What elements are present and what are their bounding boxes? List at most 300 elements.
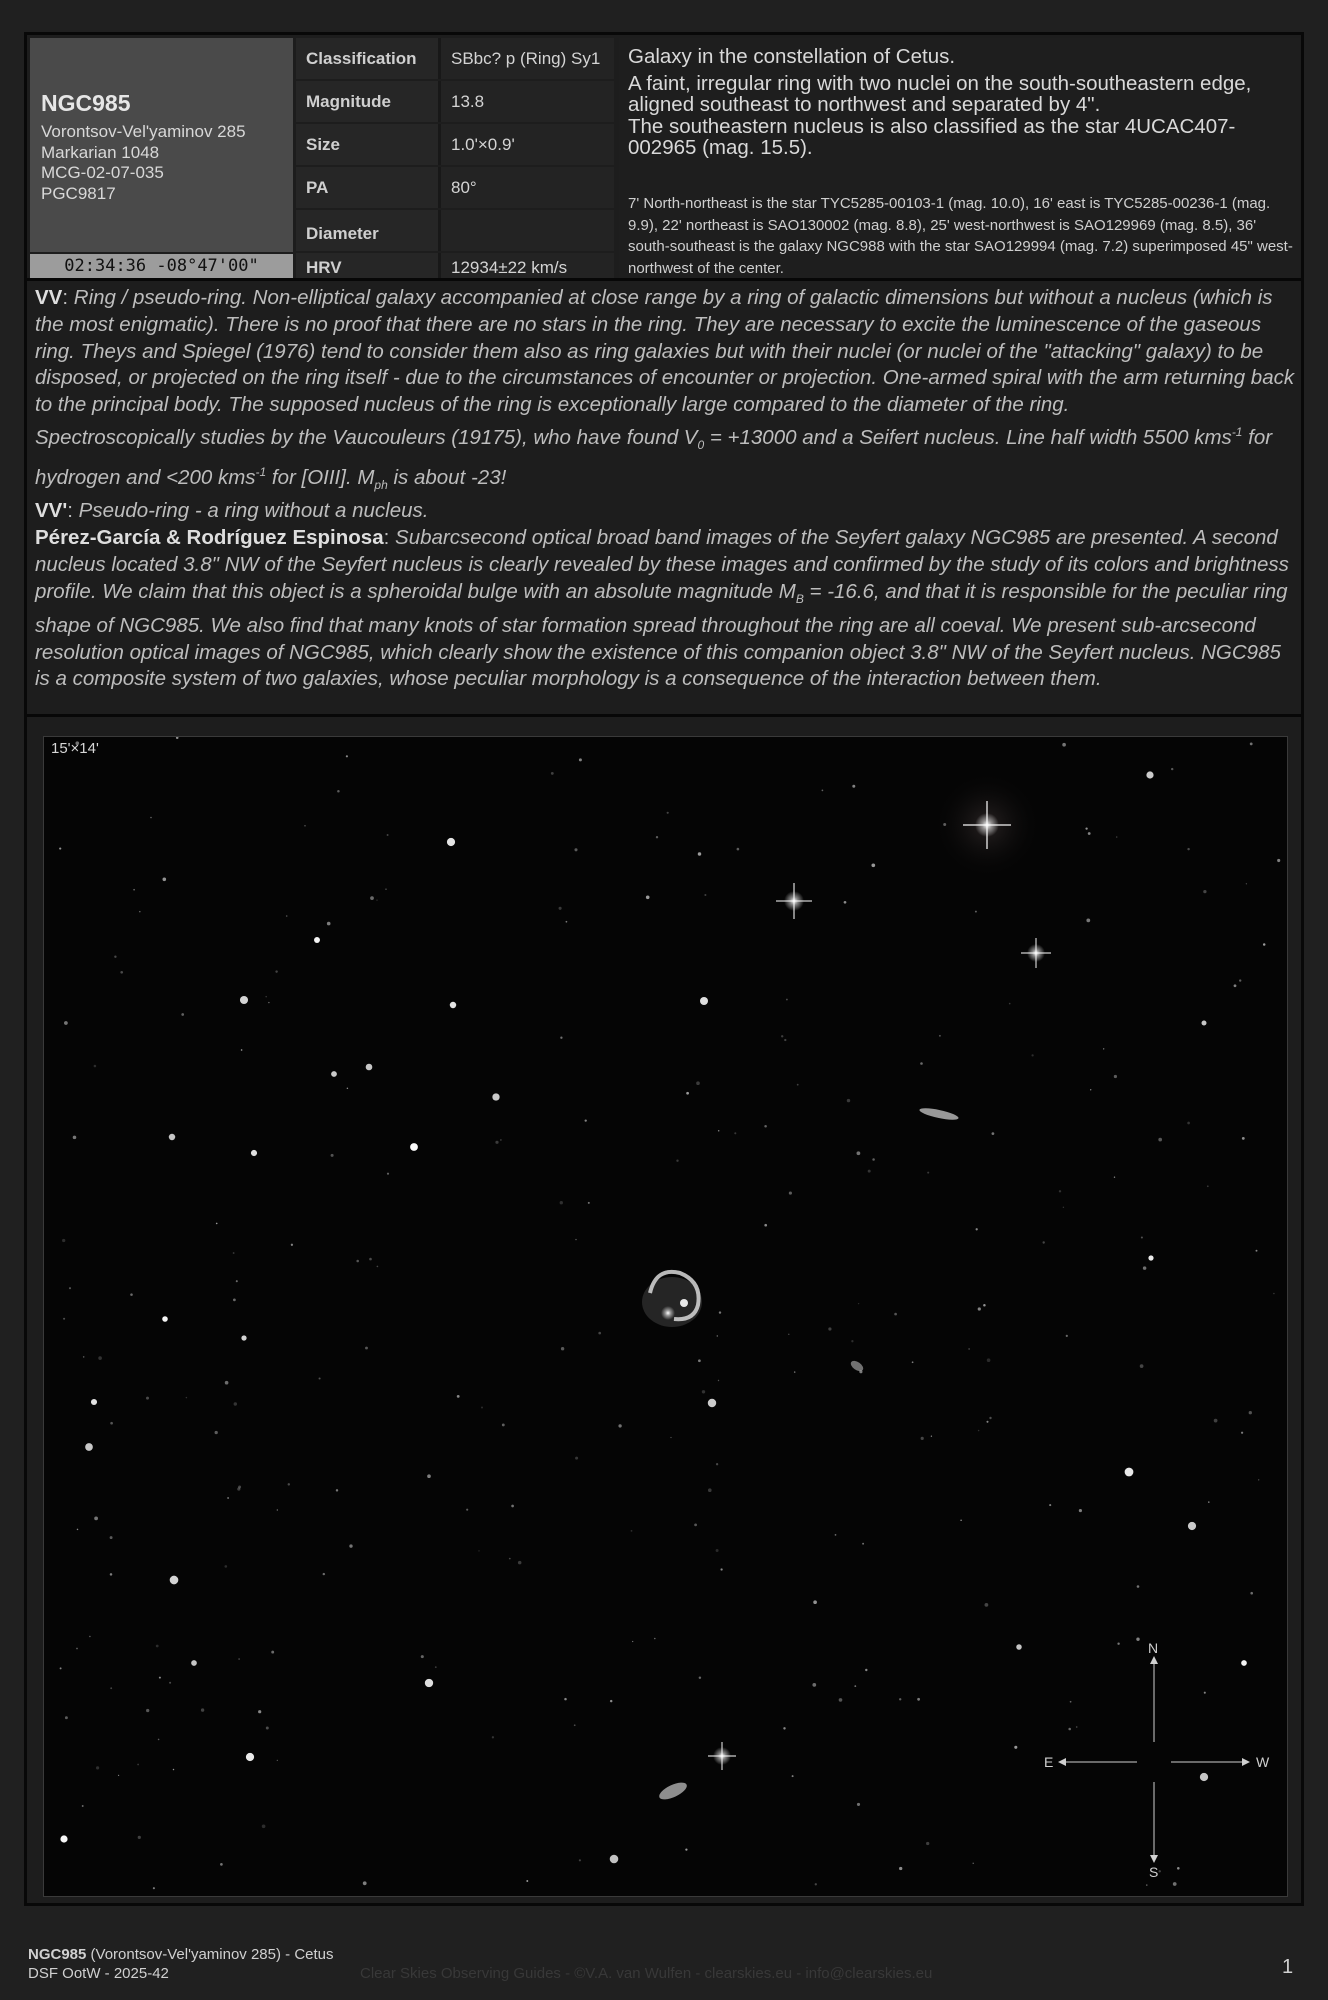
star	[708, 1399, 716, 1407]
faint-star	[130, 1293, 133, 1296]
faint-star	[110, 1422, 113, 1425]
faint-star	[579, 1859, 581, 1861]
faint-star	[862, 1543, 864, 1545]
faint-star	[786, 999, 788, 1001]
alias: PGC9817	[41, 183, 116, 203]
faint-star	[1171, 768, 1173, 770]
properties-table	[296, 38, 614, 278]
faint-star	[978, 1307, 981, 1310]
faint-star	[698, 1359, 701, 1362]
description-paragraph: The southeastern nucleus is also classified as the star 4UCAC407-002965 (mag. 15.5).	[628, 114, 1236, 159]
faint-star	[233, 1299, 236, 1302]
faint-star	[94, 1517, 98, 1521]
text-run: Subarcsecond optical broad band images of the Seyfert galaxy NGC985 are presented. A second nucleus located 3.8" NW of the Seyfert nucleus is clearly revealed by these images and confirmed by the study of its colors and brightness profile. We claim that this object is a spheroidal bulge with an absolute magnitude M	[35, 526, 1289, 603]
faint-star	[847, 1099, 850, 1102]
faint-star	[978, 1430, 980, 1432]
property-value: SBbc? p (Ring) Sy1	[441, 38, 614, 79]
star	[1125, 1468, 1134, 1477]
faint-star	[1242, 1137, 1245, 1140]
faint-star	[872, 1158, 875, 1161]
star	[91, 1399, 97, 1405]
faint-star	[96, 1766, 99, 1769]
faint-star	[323, 1573, 325, 1575]
property-row	[296, 38, 614, 79]
vvp-text: Pseudo-ring - a ring without a nucleus.	[78, 499, 429, 523]
faint-star	[852, 785, 855, 788]
faint-star	[618, 1424, 621, 1427]
faint-star	[702, 1390, 705, 1393]
faint-star	[1208, 1501, 1209, 1502]
faint-star	[64, 1021, 68, 1025]
faint-star	[120, 971, 123, 974]
faint-star	[792, 1775, 794, 1777]
faint-star	[704, 894, 706, 896]
faint-star	[356, 1260, 359, 1263]
faint-star	[631, 1530, 633, 1532]
faint-star	[975, 911, 977, 913]
vv-label: VV	[35, 286, 63, 309]
faint-star	[686, 1092, 689, 1095]
faint-star	[575, 1239, 576, 1240]
faint-star	[698, 852, 701, 855]
faint-star	[1114, 1177, 1115, 1178]
vv-text: Ring / pseudo-ring. Non-elliptical galaxy accompanied at close range by a ring of galactic dimensions but without a nucleus (which is the most enigmatic). There is no proof that there are no stars in the ring. They are necessary to excite the luminescence of the gaseous ring. Theys and Spiegel (1976) tend to consider them also as ring galaxies but with their nuclei (or nuclei of the "attacking" galaxy) to be disposed, or projected on the ring itself - due to the circumstances of encounter or projection. One-armed spiral with the arm returning back to the principal body. The supposed nucleus of the ring is exceptionally large compared to the diameter of the ring.	[35, 286, 1295, 417]
description-paragraph: A faint, irregular ring with two nuclei on the south-southeastern edge, aligned southeast to northwest and separated by 4".	[628, 71, 1252, 116]
faint-star	[854, 1685, 856, 1687]
faint-star	[77, 1529, 79, 1531]
faint-star	[150, 817, 152, 819]
faint-star	[225, 1381, 229, 1385]
faint-star	[1250, 743, 1253, 746]
star	[425, 1679, 433, 1687]
faint-star	[518, 1561, 522, 1565]
faint-star	[646, 895, 650, 899]
faint-star	[857, 1151, 861, 1155]
faint-star	[286, 915, 288, 917]
faint-star	[98, 1356, 102, 1360]
faint-star	[835, 1534, 837, 1536]
faint-star	[60, 1667, 62, 1669]
compass-east: E	[1044, 1754, 1054, 1770]
subscript: B	[795, 591, 804, 606]
text-run: = -16.6, and that it is responsible for the peculiar ring shape of NGC985. We also find that many knots of star formation spread throughout the ring are all coeval. We present sub-arcsecond resolution optical images of NGC985, which clearly show the existence of this companion object 3.8" NW of the Seyfert nucleus. NGC985 is a composite system of two galaxies, whose peculiar morphology is a consequence of the interaction between them.	[35, 579, 1288, 691]
faint-star	[921, 1437, 924, 1440]
faint-star	[574, 1724, 576, 1726]
star	[85, 1443, 93, 1451]
faint-star	[894, 1313, 897, 1316]
property-label: PA	[296, 167, 438, 208]
faint-star	[764, 1224, 767, 1227]
faint-star	[797, 1084, 799, 1086]
identification-box	[30, 38, 293, 252]
faint-star	[1079, 1509, 1082, 1512]
faint-star	[1085, 827, 1087, 829]
divider	[27, 278, 1301, 281]
footer-object-name: NGC985	[28, 1946, 87, 1963]
faint-star	[1014, 1746, 1017, 1749]
faint-star	[588, 1202, 590, 1204]
bright-star	[932, 770, 1042, 880]
star	[610, 1855, 619, 1864]
galaxy	[919, 1106, 960, 1122]
faint-star	[336, 1489, 338, 1491]
star	[246, 1753, 254, 1761]
property-label: Size	[296, 124, 438, 165]
faint-star	[857, 1803, 860, 1806]
property-row	[296, 81, 614, 122]
faint-star	[224, 1565, 227, 1568]
star	[251, 1150, 257, 1156]
star	[1016, 1644, 1022, 1650]
property-label: Classification	[296, 38, 438, 79]
faint-star	[376, 899, 377, 900]
faint-star	[363, 1881, 367, 1885]
faint-star	[931, 1436, 932, 1437]
faint-star	[1173, 1882, 1177, 1886]
faint-star	[237, 1488, 240, 1491]
property-row	[296, 124, 614, 165]
star	[410, 1143, 418, 1151]
faint-star	[983, 1304, 986, 1307]
faint-star	[986, 1421, 988, 1423]
star	[1146, 771, 1153, 778]
compass-west: W	[1256, 1754, 1270, 1770]
property-label: Magnitude	[296, 81, 438, 122]
faint-star	[1203, 890, 1206, 893]
faint-star	[1258, 1479, 1259, 1480]
faint-star	[828, 1327, 831, 1330]
faint-star	[788, 1334, 789, 1335]
footer-credit: Clear Skies Observing Guides - ©V.A. van Wulfen - clearskies.eu - info@clearskies.eu	[360, 1965, 933, 1982]
galaxy	[657, 1779, 689, 1803]
faint-star	[156, 1645, 159, 1648]
faint-star	[268, 1002, 269, 1003]
faint-star	[495, 1141, 498, 1144]
faint-star	[271, 1651, 274, 1654]
faint-star	[265, 996, 267, 998]
star	[169, 1134, 175, 1140]
text-run: is about -23!	[387, 465, 507, 489]
faint-star	[153, 1887, 155, 1889]
faint-star	[1140, 1364, 1144, 1368]
faint-star	[110, 1687, 112, 1689]
vvp-note: VV': Pseudo-ring - a ring without a nucleus.	[35, 499, 429, 523]
faint-star	[858, 1303, 859, 1304]
star	[162, 1316, 168, 1322]
description-panel	[619, 38, 1300, 278]
spectro-note	[35, 419, 1297, 498]
faint-star	[1263, 943, 1266, 946]
faint-star	[579, 758, 582, 761]
faint-star	[716, 1463, 718, 1465]
reference-note: Pérez-García & Rodríguez Espinosa: Subarcsecond optical broad band images of the Seyfert galaxy NGC985 are presented. A second nucleus located 3.8" NW of the Seyfert nucleus is clearly revealed by these images and confirmed by the study of its colors and brightness profile. We claim that this object is a spheroidal bulge with an absolute magnitude $M_B = -16.6$, and that it is responsible for the peculiar ring shape of NGC985. We also find that many knots of star formation spread throughout the ring are all coeval. We present sub-arcsecond resolution optical images of NGC985, which clearly show the existence of this companion object 3.8" NW of the Seyfert nucleus. NGC985 is a composite system of two galaxies, whose peculiar morphology is a consequence of the interaction between them.	[35, 526, 1289, 691]
property-value: 1.0'×0.9'	[441, 124, 614, 165]
faint-star	[346, 755, 348, 757]
faint-star	[1256, 1250, 1258, 1252]
property-label: Diameter	[296, 210, 438, 251]
faint-star	[917, 1698, 920, 1701]
faint-star	[369, 1258, 372, 1261]
faint-star	[481, 1407, 483, 1409]
star	[700, 997, 708, 1005]
faint-star	[899, 1867, 902, 1870]
faint-star	[478, 1550, 479, 1551]
faint-star	[844, 901, 847, 904]
faint-star	[349, 1544, 352, 1547]
alias: Markarian 1048	[41, 142, 160, 162]
footer-object-details: (Vorontsov-Vel'yaminov 285) - Cetus	[86, 1946, 334, 1963]
faint-star	[667, 812, 669, 814]
star	[492, 1093, 499, 1100]
faint-star	[385, 888, 386, 889]
faint-star	[781, 1035, 783, 1037]
faint-star	[574, 848, 577, 851]
faint-star	[1239, 979, 1241, 981]
faint-star	[65, 1716, 68, 1719]
faint-star	[1187, 1122, 1190, 1125]
faint-star	[83, 1356, 85, 1358]
star	[60, 1835, 67, 1842]
compass-north: N	[1148, 1640, 1159, 1656]
faint-star	[865, 1669, 867, 1671]
faint-star	[1031, 1054, 1033, 1056]
star	[447, 838, 455, 846]
faint-star	[1043, 1241, 1045, 1243]
faint-star	[1137, 1585, 1140, 1588]
text-run: for [OIII]. M	[266, 465, 375, 489]
faint-star	[288, 1483, 290, 1485]
property-value	[441, 210, 614, 251]
faint-star	[502, 1423, 505, 1426]
property-label: HRV	[296, 253, 438, 278]
faint-star	[337, 790, 340, 793]
faint-star	[327, 922, 331, 926]
faint-star	[118, 1775, 119, 1776]
superscript: -1	[1231, 424, 1243, 439]
faint-star	[492, 1736, 494, 1738]
faint-star	[176, 737, 179, 739]
footer-series: DSF OotW - 2025-42	[28, 1965, 169, 1982]
faint-star	[59, 848, 61, 850]
faint-star	[1158, 1138, 1162, 1142]
faint-star	[227, 1497, 229, 1499]
faint-star	[1249, 1411, 1252, 1414]
faint-star	[62, 1239, 65, 1242]
faint-star	[839, 1698, 843, 1702]
vvp-label: VV'	[35, 499, 68, 523]
faint-star	[1063, 1207, 1064, 1208]
faint-star	[258, 1710, 261, 1713]
faint-star	[560, 1201, 563, 1204]
faint-star	[764, 1125, 767, 1128]
faint-star	[181, 1013, 184, 1016]
faint-star	[813, 1600, 817, 1604]
star	[191, 1660, 197, 1666]
property-value: 13.8	[441, 81, 614, 122]
faint-star	[331, 1154, 334, 1157]
faint-star	[598, 1332, 601, 1335]
faint-star	[1103, 1048, 1104, 1049]
faint-star	[266, 1727, 269, 1730]
faint-star	[304, 825, 306, 827]
faint-star	[734, 1132, 736, 1134]
sky-image	[43, 736, 1288, 1897]
faint-star	[319, 1377, 321, 1379]
faint-star	[912, 1361, 914, 1363]
alias: Vorontsov-Vel'yaminov 285	[41, 122, 246, 141]
faint-star	[564, 1698, 567, 1701]
faint-star	[277, 1760, 278, 1761]
star	[1188, 1522, 1196, 1530]
footer-title	[28, 1946, 334, 1963]
faint-star	[654, 1638, 656, 1640]
faint-star	[509, 1558, 511, 1560]
faint-star	[784, 1039, 786, 1041]
faint-star	[427, 1474, 431, 1478]
faint-star	[233, 1252, 235, 1254]
faint-star	[670, 1437, 671, 1438]
faint-star	[159, 1677, 161, 1679]
faint-star	[169, 1682, 171, 1684]
faint-star	[138, 1836, 141, 1839]
faint-star	[387, 1173, 389, 1175]
faint-star	[716, 1549, 719, 1552]
coordinates: 02:34:36 -08°47'00"	[30, 254, 293, 278]
faint-star	[1277, 859, 1280, 862]
faint-star	[851, 1340, 853, 1342]
faint-star	[696, 1081, 700, 1085]
faint-star	[215, 1431, 218, 1434]
faint-star	[1187, 848, 1189, 850]
star	[240, 996, 248, 1004]
faint-star	[737, 848, 740, 851]
star	[1201, 1020, 1206, 1025]
faint-star	[985, 1603, 989, 1607]
faint-star	[973, 1863, 974, 1864]
faint-star	[1062, 743, 1066, 747]
star	[1148, 1255, 1153, 1260]
star	[366, 1064, 373, 1071]
field-of-view-label: 15'×14'	[51, 740, 99, 757]
faint-star	[718, 1380, 719, 1381]
faint-star	[1090, 1089, 1091, 1090]
superscript: -1	[255, 464, 267, 479]
faint-star	[676, 1159, 678, 1161]
faint-star	[987, 1358, 991, 1362]
property-row	[296, 210, 614, 251]
faint-star	[789, 1192, 792, 1195]
faint-star	[717, 1335, 718, 1336]
faint-star	[718, 1130, 720, 1132]
description-main	[628, 46, 1293, 164]
text-run: Spectroscopically studies by the Vaucouleurs (19175), who have found V	[35, 425, 698, 449]
faint-star	[868, 1170, 871, 1173]
faint-star	[708, 1488, 712, 1492]
bright-star	[708, 1742, 736, 1770]
faint-star	[1049, 1504, 1051, 1506]
faint-star	[1234, 984, 1237, 987]
faint-star	[511, 1505, 514, 1508]
compass-south: S	[1149, 1864, 1159, 1880]
faint-star	[500, 1139, 501, 1140]
faint-star	[551, 772, 554, 775]
faint-star	[566, 921, 568, 923]
property-row	[296, 167, 614, 208]
star	[331, 1071, 337, 1077]
faint-star	[63, 1318, 65, 1320]
faint-star	[575, 1457, 578, 1460]
faint-star	[561, 1347, 564, 1350]
faint-star	[387, 834, 389, 836]
faint-star	[1207, 1185, 1209, 1187]
faint-star	[976, 1228, 978, 1230]
faint-star	[968, 1348, 969, 1349]
faint-star	[783, 1727, 785, 1729]
faint-star	[559, 907, 562, 910]
compass-rose	[1034, 1642, 1274, 1882]
faint-star	[699, 1676, 701, 1678]
faint-star	[137, 1764, 139, 1766]
faint-star	[377, 1266, 379, 1268]
property-value: 80°	[441, 167, 614, 208]
faint-star	[992, 1132, 995, 1135]
faint-star	[457, 1395, 460, 1398]
faint-star	[275, 970, 277, 972]
object-sheet	[24, 32, 1304, 1906]
faint-star	[421, 1655, 424, 1658]
faint-star	[234, 1402, 237, 1405]
faint-star	[110, 1573, 113, 1576]
faint-star	[435, 1666, 437, 1668]
faint-star	[1059, 1190, 1061, 1192]
faint-star	[241, 1049, 243, 1051]
faint-star	[370, 896, 374, 900]
faint-star	[133, 889, 135, 891]
faint-star	[719, 1311, 721, 1313]
bright-star	[776, 883, 812, 919]
faint-star	[347, 1088, 348, 1089]
faint-star	[1086, 919, 1090, 923]
target-galaxy	[642, 1272, 702, 1327]
faint-star	[1246, 883, 1247, 884]
faint-star	[158, 1739, 160, 1741]
faint-star	[94, 1065, 97, 1068]
alias-list	[41, 122, 246, 204]
faint-star	[1141, 1236, 1143, 1238]
galaxy	[849, 1359, 865, 1374]
faint-star	[926, 1842, 929, 1845]
faint-star	[1143, 1266, 1147, 1270]
faint-star	[1116, 836, 1118, 838]
faint-star	[822, 790, 824, 792]
faint-star	[1250, 1592, 1253, 1595]
faint-star	[291, 1244, 293, 1246]
faint-star	[220, 1863, 223, 1866]
star	[170, 1576, 179, 1585]
faint-star	[1146, 1884, 1147, 1885]
alias: MCG-02-07-035	[41, 163, 164, 182]
faint-star	[927, 1172, 929, 1174]
vv-note: VV: Ring / pseudo-ring. Non-elliptical galaxy accompanied at close range by a ring of galactic dimensions but without a nucleus (which is the most enigmatic). There is no proof that there are no stars in the ring. They are necessary to excite the luminescence of the gaseous ring. Theys and Spiegel (1976) tend to consider them also as ring galaxies but with their nuclei (or nuclei of the "attacking" galaxy) to be disposed, or projected on the ring itself - due to the circumstances of encounter or projection. One-armed spiral with the arm returning back to the principal body. The supposed nucleus of the ring is exceptionally large compared to the diameter of the ring.	[35, 286, 1295, 417]
faint-star	[466, 1509, 468, 1511]
faint-star	[82, 1805, 84, 1807]
faint-star	[262, 1824, 266, 1828]
faint-star	[899, 1698, 901, 1700]
faint-star	[1241, 1432, 1243, 1434]
subscript: 0	[697, 437, 705, 452]
faint-star	[815, 1883, 817, 1885]
faint-star	[1088, 832, 1091, 835]
